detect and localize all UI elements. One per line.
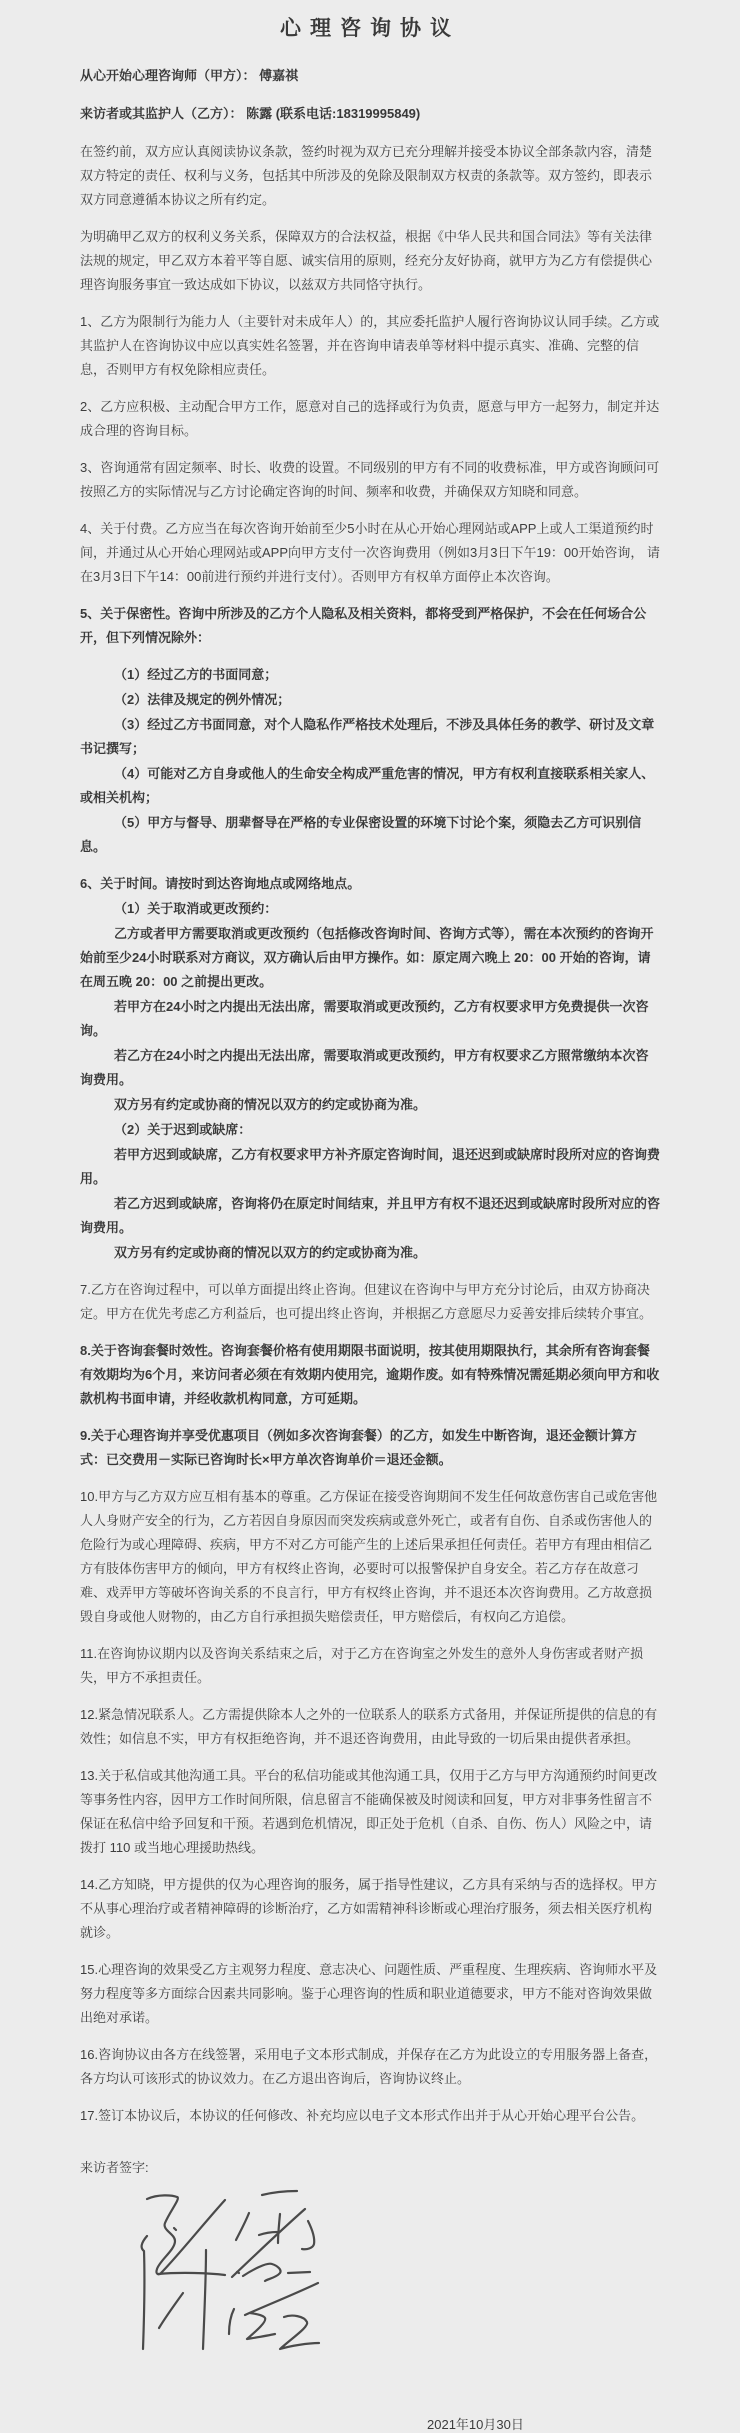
clause: 14.乙方知晓，甲方提供的仅为心理咨询的服务，属于指导性建议，乙方具有采纳与否的选择权。甲方不从事心理治疗或者精神障碍的诊断治疗，乙方如需精神科诊断或心理治疗服务，须去相关医疗机构就诊。	[80, 1877, 658, 1940]
clause: 为明确甲乙双方的权利义务关系，保障双方的合法权益，根据《中华人民共和国合同法》等有关法律法规的规定，甲乙双方本着平等自愿、诚实信用的原则，经充分友好协商，就甲方为乙方有偿提供心理咨询服务事宜一致达成如下协议，以兹双方共同恪守执行。	[80, 229, 653, 292]
clause: 5、关于保密性。咨询中所涉及的乙方个人隐私及相关资料，都将受到严格保护，不会在任何场合公开，但下列情况除外：	[80, 606, 647, 645]
clause: 2、乙方应积极、主动配合甲方工作，愿意对自己的选择或行为负责，愿意与甲方一起努力，制定并达成合理的咨询目标。	[80, 399, 660, 438]
clauses	[80, 140, 660, 2128]
counselor-party-line: 从心开始心理咨询师（甲方）： 傅嘉祺	[80, 68, 299, 83]
clause: 12.紧急情况联系人。乙方需提供除本人之外的一位联系人的联系方式备用，并保证所提供的信息的有效性；如信息不实，甲方有权拒绝咨询，并不退还咨询费用，由此导致的一切后果由提供者承担。	[80, 1707, 658, 1746]
clause: 1、乙方为限制行为能力人（主要针对未成年人）的，其应委托监护人履行咨询协议认同手续。乙方或其监护人在咨询协议中应以真实姓名签署，并在咨询申请表单等材料中提示真实、准确、完整的信息，否则甲方有权免除相应责任。	[80, 314, 660, 377]
clause: 9.关于心理咨询并享受优惠项目（例如多次咨询套餐）的乙方，如发生中断咨询，退还金额计算方式：已交费用－实际已咨询时长×甲方单次咨询单价＝退还金额。	[80, 1428, 637, 1467]
clause: 4、关于付费。乙方应当在每次咨询开始前至少5小时在从心开始心理网站或APP上或人工渠道预约时间，并通过从心开始心理网站或APP向甲方支付一次咨询费用（例如3月3日下午19：00开始咨询， 请在3月3日下午14：00前进行预约并进行支付）。否则甲方有权单方面停止本次咨询。	[80, 521, 661, 584]
clause: 若甲方在24小时之内提出无法出席，需要取消或更改预约，乙方有权要求甲方免费提供一次咨询。	[80, 999, 649, 1038]
client-party-line: 来访者或其监护人（乙方）： 陈露 (联系电话:18319995849)	[80, 106, 421, 121]
clause: 3、咨询通常有固定频率、时长、收费的设置。不同级别的甲方有不同的收费标准，甲方或咨询顾问可按照乙方的实际情况与乙方讨论确定咨询的时间、频率和收费，并确保双方知晓和同意。	[80, 460, 660, 499]
signature-drawing	[140, 2186, 330, 2358]
signature-label: 来访者签字:	[80, 2160, 149, 2175]
clause: （4）可能对乙方自身或他人的生命安全构成严重危害的情况，甲方有权利直接联系相关家人、或相关机构；	[80, 766, 655, 805]
clause: 11.在咨询协议期内以及咨询关系结束之后，对于乙方在咨询室之外发生的意外人身伤害或者财产损失，甲方不承担责任。	[80, 1646, 644, 1685]
clause: 15.心理咨询的效果受乙方主观努力程度、意志决心、问题性质、严重程度、生理疾病、咨询师水平及努力程度等多方面综合因素共同影响。鉴于心理咨询的性质和职业道德要求，甲方不能对咨询效果做出绝对承诺。	[80, 1962, 658, 2025]
clause: 16.咨询协议由各方在线签署，采用电子文本形式制成，并保存在乙方为此设立的专用服务器上备查，各方均认可该形式的协议效力。在乙方退出咨询后，咨询协议终止。	[80, 2047, 658, 2086]
clause: 17.签订本协议后，本协议的任何修改、补充均应以电子文本形式作出并于从心开始心理平台公告。	[80, 2108, 645, 2123]
signature-area	[140, 2186, 660, 2364]
clause: （3）经过乙方书面同意，对个人隐私作严格技术处理后，不涉及具体任务的教学、研讨及文章书记撰写；	[80, 717, 655, 756]
clause: 8.关于咨询套餐时效性。咨询套餐价格有使用期限书面说明，按其使用期限执行，其余所有咨询套餐有效期均为6个月，来访问者必须在有效期内使用完，逾期作废。如有特殊情况需延期必须向甲方和收款机构书面申请，并经收款机构同意，方可延期。	[80, 1343, 660, 1406]
clause: 10.甲方与乙方双方应互相有基本的尊重。乙方保证在接受咨询期间不发生任何故意伤害自己或危害他人人身财产安全的行为，乙方若因自身原因而突发疾病或意外死亡，或者有自伤、自杀或伤害他人的危险行为或心理障碍、疾病，甲方不对乙方可能产生的上述后果承担任何责任。若甲方有理由相信乙方有肢体伤害甲方的倾向，甲方有权终止咨询，必要时可以报警保护自身安全。若乙方存在故意刁难、戏弄甲方等破坏咨询关系的不良言行，甲方有权终止咨询，并不退还本次咨询费用。乙方故意损毁自身或他人财物的，由乙方自行承担损失赔偿责任，甲方赔偿后，有权向乙方追偿。	[80, 1489, 658, 1624]
clause: 乙方或者甲方需要取消或更改预约（包括修改咨询时间、咨询方式等），需在本次预约的咨询开始前至少24小时联系对方商议，双方确认后由甲方操作。如：原定周六晚上 20：00 开始的咨询，请在周五晚 20：00 之前提出更改。	[80, 926, 654, 989]
clause: 在签约前，双方应认真阅读协议条款，签约时视为双方已充分理解并接受本协议全部条款内容，清楚双方特定的责任、权利与义务，包括其中所涉及的免除及限制双方权责的条款等。双方签约，即表示双方同意遵循本协议之所有约定。	[80, 144, 653, 207]
clause: 双方另有约定或协商的情况以双方的约定或协商为准。	[114, 1245, 427, 1260]
clause: 若乙方在24小时之内提出无法出席，需要取消或更改预约，甲方有权要求乙方照常缴纳本次咨询费用。	[80, 1048, 649, 1087]
page-title: 心理咨询协议	[280, 17, 460, 40]
clause: （1）关于取消或更改预约：	[114, 901, 278, 916]
signature-date: 2021年10月30日	[427, 2417, 524, 2432]
clause: （1）经过乙方的书面同意；	[114, 667, 278, 682]
clause: 13.关于私信或其他沟通工具。平台的私信功能或其他沟通工具，仅用于乙方与甲方沟通预约时间更改等事务性内容，因甲方工作时间所限，信息留言不能确保被及时阅读和回复，甲方对非事务性留言不保证在私信中给予回复和干预。若遇到危机情况，即正处于危机（自杀、自伤、伤人）风险之中，请拨打 110 或当地心理援助热线。	[80, 1768, 658, 1855]
clause: 若乙方迟到或缺席，咨询将仍在原定时间结束，并且甲方有权不退还迟到或缺席时段所对应的咨询费用。	[80, 1196, 661, 1235]
clause: 7.乙方在咨询过程中，可以单方面提出终止咨询。但建议在咨询中与甲方充分讨论后，由双方协商决定。甲方在优先考虑乙方利益后，也可提出终止咨询，并根据乙方意愿尽力妥善安排后续转介事宜。	[80, 1282, 653, 1321]
clause: 双方另有约定或协商的情况以双方的约定或协商为准。	[114, 1097, 427, 1112]
clause: （2）关于迟到或缺席：	[114, 1122, 252, 1137]
clause: （5）甲方与督导、朋辈督导在严格的专业保密设置的环境下讨论个案，须隐去乙方可识别信息。	[80, 815, 642, 854]
clause: 6、关于时间。请按时到达咨询地点或网络地点。	[80, 876, 361, 891]
clause: 若甲方迟到或缺席，乙方有权要求甲方补齐原定咨询时间，退还迟到或缺席时段所对应的咨询费用。	[80, 1147, 661, 1186]
clause: （2）法律及规定的例外情况；	[114, 692, 291, 707]
